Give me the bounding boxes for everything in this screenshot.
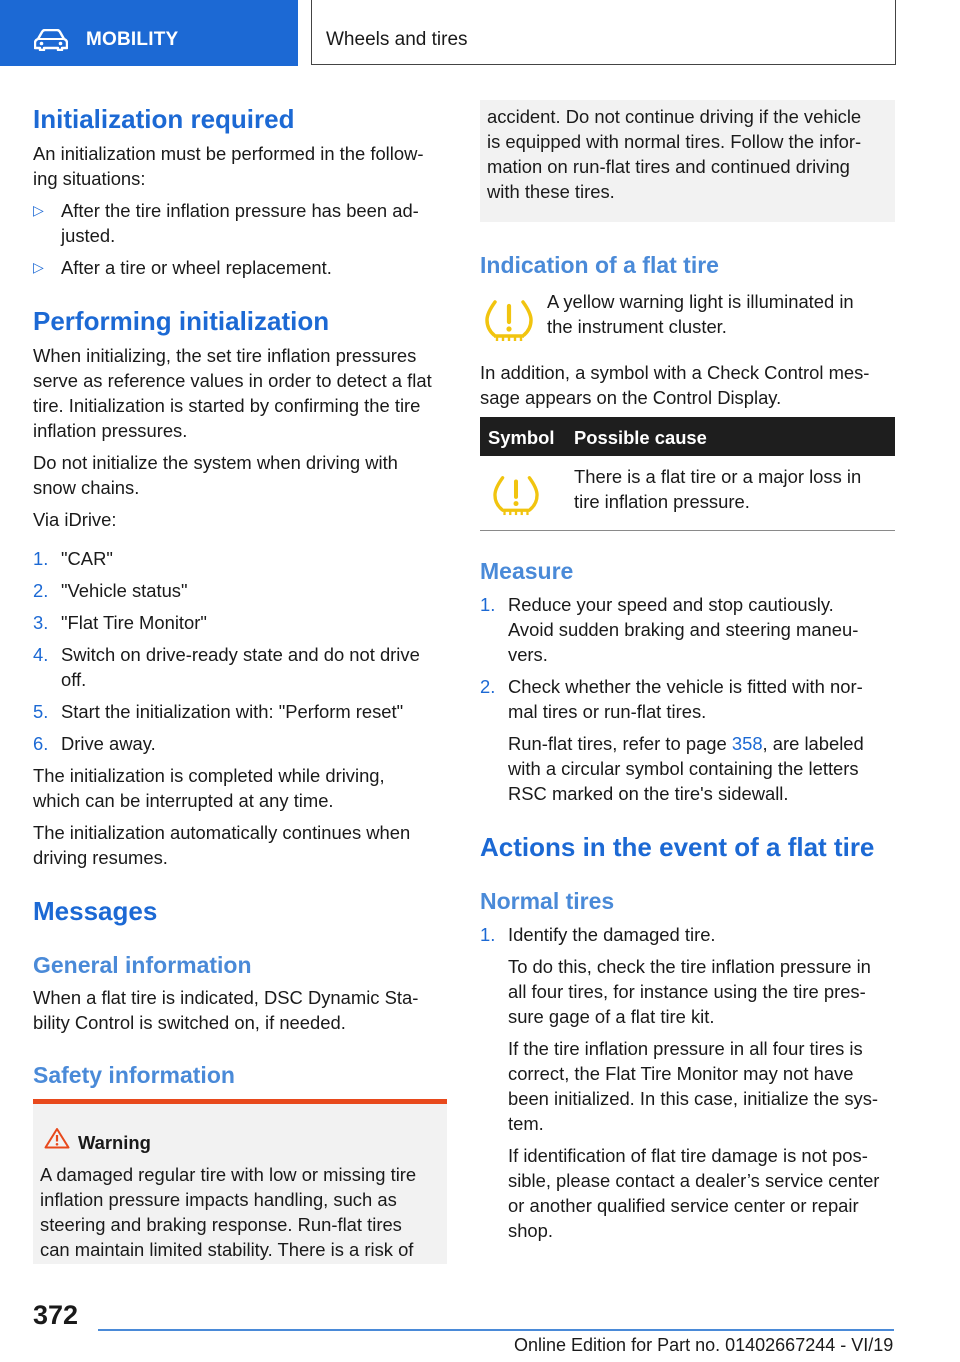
- tire-pressure-warning-icon: [484, 296, 534, 342]
- list-item-text: justed.: [61, 225, 116, 246]
- step-number: 6.: [33, 733, 49, 754]
- step-number: 2.: [33, 580, 49, 601]
- heading-messages: Messages: [33, 896, 158, 926]
- paragraph-line: An initialization must be performed in the follow-: [33, 143, 424, 164]
- paragraph-line: sage appears on the Control Display.: [480, 387, 782, 408]
- paragraph-line: The initialization automatically continues when: [33, 822, 411, 843]
- heading-actions-flat-tire: Actions in the event of a flat tire: [480, 832, 875, 862]
- list-item-text: Drive away.: [61, 733, 156, 754]
- warning-title: Warning: [78, 1132, 151, 1153]
- list-item-text: RSC marked on the tire's sidewall.: [508, 783, 789, 804]
- list-item-text: been initialized. In this case, initialize the sys-: [508, 1088, 879, 1109]
- table-cell-line: There is a flat tire or a major loss in: [574, 466, 862, 487]
- paragraph-line: Do not initialize the system when driving with: [33, 452, 398, 473]
- list-item-text: correct, the Flat Tire Monitor may not have: [508, 1063, 854, 1084]
- list-item-text: sible, please contact a dealer’s service center: [508, 1170, 880, 1191]
- paragraph-line: inflation pressures.: [33, 420, 188, 441]
- list-item-text: After the tire inflation pressure has been ad-: [61, 200, 419, 221]
- list-item-text: If the tire inflation pressure in all four tires is: [508, 1038, 863, 1059]
- list-item-text: "Vehicle status": [61, 580, 188, 601]
- list-item-text: or another qualified service center or repair: [508, 1195, 859, 1216]
- list-item-text: "CAR": [61, 548, 113, 569]
- list-item-text: Switch on drive-ready state and do not drive: [61, 644, 420, 665]
- paragraph-line: which can be interrupted at any time.: [33, 790, 334, 811]
- ref-text: , are labeled: [762, 733, 864, 754]
- paragraph-line: When initializing, the set tire inflation pressures: [33, 345, 417, 366]
- heading-indication-flat-tire: Indication of a flat tire: [480, 252, 719, 278]
- step-number: 1.: [480, 924, 496, 945]
- paragraph-line: driving resumes.: [33, 847, 168, 868]
- warning-line: inflation pressure impacts handling, such as: [40, 1189, 397, 1210]
- chapter-title: Wheels and tires: [326, 29, 468, 50]
- warning-box-continued: [480, 100, 895, 222]
- warning-line: is equipped with normal tires. Follow the infor-: [487, 131, 862, 152]
- car-icon: [34, 29, 68, 51]
- paragraph-line: serve as reference values in order to detect a flat: [33, 370, 432, 391]
- list-item-text: Identify the damaged tire.: [508, 924, 716, 945]
- chapter-title-box: [311, 0, 896, 65]
- list-item-text: sure gage of a flat tire kit.: [508, 1006, 715, 1027]
- table-divider: [480, 530, 895, 531]
- heading-performing-initialization: Performing initialization: [33, 306, 330, 336]
- footer-edition: Online Edition for Part no. 01402667244 - VI/19: [514, 1335, 894, 1355]
- table-cell-line: tire inflation pressure.: [574, 491, 750, 512]
- page-header: [0, 0, 960, 66]
- list-item-text: Check whether the vehicle is fitted with nor-: [508, 676, 863, 697]
- step-number: 1.: [33, 548, 49, 569]
- list-item-text: Avoid sudden braking and steering maneu-: [508, 619, 859, 640]
- list-item-text: shop.: [508, 1220, 553, 1241]
- heading-safety-information: Safety information: [33, 1062, 235, 1088]
- paragraph-line: tire. Initialization is started by confirming the tire: [33, 395, 421, 416]
- paragraph-line: the instrument cluster.: [547, 316, 727, 337]
- warning-line: mation on run-flat tires and continued driving: [487, 156, 850, 177]
- step-number: 2.: [480, 676, 496, 697]
- paragraph-line: Via iDrive:: [33, 509, 117, 530]
- page-link-358[interactable]: 358: [731, 733, 763, 754]
- warning-box: [33, 1099, 447, 1264]
- list-item-text: with a circular symbol containing the letters: [508, 758, 859, 779]
- tire-pressure-symbol-icon: [492, 472, 540, 516]
- list-item-text: Reduce your speed and stop cautiously.: [508, 594, 834, 615]
- list-item-text: Start the initialization with: "Perform reset": [61, 701, 404, 722]
- list-item-text: If identification of flat tire damage is not pos-: [508, 1145, 868, 1166]
- warning-line: steering and braking response. Run-flat tires: [40, 1214, 402, 1235]
- heading-measure: Measure: [480, 558, 574, 584]
- list-item-text: "Flat Tire Monitor": [61, 612, 207, 633]
- paragraph-line: When a flat tire is indicated, DSC Dynamic Sta-: [33, 987, 419, 1008]
- list-item-text: off.: [61, 669, 87, 690]
- page-number: 372: [33, 1300, 79, 1330]
- step-number: 3.: [33, 612, 49, 633]
- paragraph-line: In addition, a symbol with a Check Control mes-: [480, 362, 870, 383]
- column-header-cause: Possible cause: [574, 427, 707, 448]
- ref-text: Run-flat tires, refer to page: [508, 733, 732, 754]
- column-header-symbol: Symbol: [488, 427, 555, 448]
- paragraph-line: ing situations:: [33, 168, 146, 189]
- step-number: 5.: [33, 701, 49, 722]
- step-number: 1.: [480, 594, 496, 615]
- list-item-text: mal tires or run-flat tires.: [508, 701, 707, 722]
- footer-divider: [98, 1329, 894, 1331]
- warning-line: accident. Do not continue driving if the vehicle: [487, 106, 862, 127]
- heading-general-information: General information: [33, 952, 252, 978]
- paragraph-line: The initialization is completed while driving,: [33, 765, 385, 786]
- step-number: 4.: [33, 644, 49, 665]
- paragraph-line: snow chains.: [33, 477, 140, 498]
- warning-line: A damaged regular tire with low or missing tire: [40, 1164, 417, 1185]
- heading-normal-tires: Normal tires: [480, 888, 615, 914]
- paragraph-line: bility Control is switched on, if needed.: [33, 1012, 346, 1033]
- warning-line: with these tires.: [487, 181, 615, 202]
- list-item-text: vers.: [508, 644, 548, 665]
- list-item-text: To do this, check the tire inflation pressure in: [508, 956, 871, 977]
- list-item-text: tem.: [508, 1113, 544, 1134]
- triangle-bullet-icon: ▷: [33, 259, 44, 275]
- section-tab[interactable]: [0, 0, 298, 66]
- section-tab-label: MOBILITY: [86, 29, 179, 50]
- symbol-table-header: [480, 417, 895, 456]
- list-item-text: all four tires, for instance using the tire pres-: [508, 981, 866, 1002]
- paragraph-line: A yellow warning light is illuminated in: [547, 291, 854, 312]
- list-item-text: [508, 731, 864, 756]
- heading-initialization-required: Initialization required: [33, 104, 295, 134]
- warning-line: can maintain limited stability. There is a risk of: [40, 1239, 414, 1260]
- triangle-bullet-icon: ▷: [33, 202, 44, 218]
- warning-triangle-icon: [44, 1127, 70, 1149]
- list-item-text: After a tire or wheel replacement.: [61, 257, 332, 278]
